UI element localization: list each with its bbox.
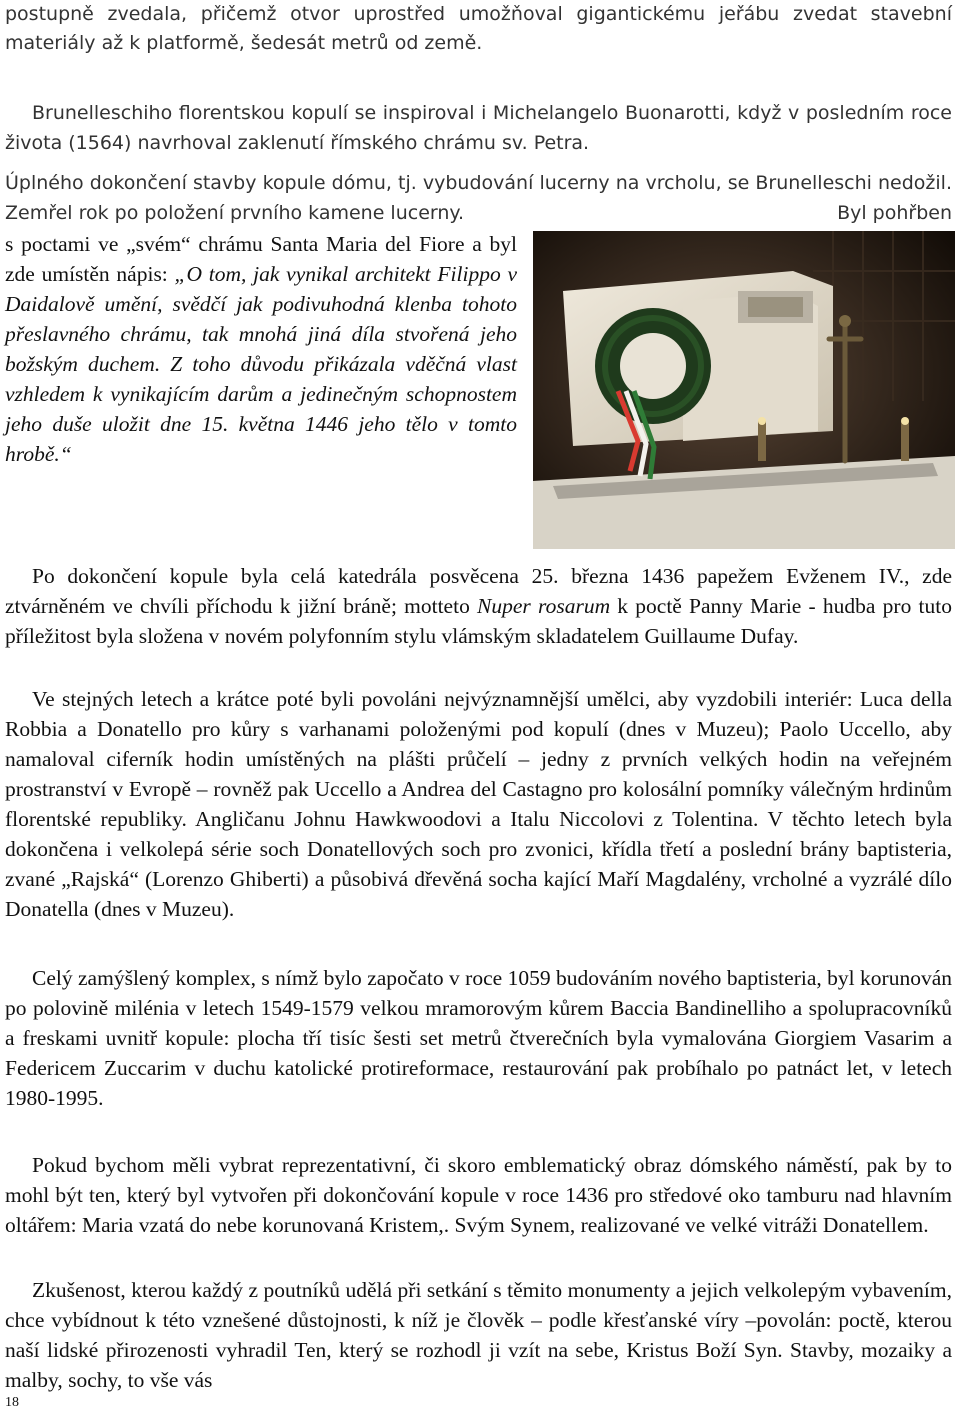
burial-lead: Byl pohřben	[837, 202, 952, 224]
consecration-text-b: k poctě Panny Marie - hudba pro tuto příležitost byla složena v novém polyfonním stylu vlámským skladatelem Guillaume Dufay.	[5, 594, 953, 648]
intro-paragraph: postupně zvedala, přičemž otvor uprostřed umožňoval gigantickému jeřábu zvedat stavební materiály až k platformě, šedesát metrů od země.	[5, 3, 952, 54]
burial-normal-text: s poctami ve „svém“ chrámu Santa Maria del Fiore a byl zde umístěn nápis:	[5, 232, 517, 286]
motet-title: Nuper rosarum	[477, 594, 611, 618]
consecration-text-a: Po dokončení kopule byla celá katedrála posvěcena 25. března 1436 papežem Evženem IV., zde ztvárněném ve chvíli příchodu k jižní bráně; motteto	[5, 564, 952, 618]
complex-paragraph: Celý zamýšlený komplex, s nímž bylo započato v roce 1059 budováním nového baptisteria, byl korunován po polovině milénia v letech 1549-1579 velkou mramorovým kůrem Baccia Bandinelliho a spolupracovníků a freskami uvnitř kopule: plocha tří tisíc šesti set metrů čtverečních byla vymalována Giorgiem Vasarim a Federicem Zuccarim v duchu katolické protireformace, restaurování pak probíhalo po patnáct let, v letech 1980-1995.	[5, 966, 952, 1110]
page-number: 18	[5, 1395, 19, 1410]
completion-paragraph: Úplného dokončení stavby kopule dómu, tj. vybudování lucerny na vrcholu, se Brunelleschi nedožil. Zemřel rok po položení prvního kamene lucerny.	[5, 172, 952, 224]
burial-paragraph	[5, 227, 517, 469]
emblematic-paragraph: Pokud bychom měli vybrat reprezentativní, či skoro emblematický obraz dómského náměstí, pak by to mohl být ten, který byl vytvořen při dokončování kopule v roce 1436 pro středové oko tamburu nad hlavním oltářem: Maria vzatá do nebe korunovaná Kristem,. Svým Synem, realizované ve velké vitráži Donatellem.	[5, 1153, 952, 1237]
consecration-paragraph	[5, 561, 952, 651]
burial-inscription: „O tom, jak vynikal architekt Filippo v Daidalově umění, svědčí jak podivuhodná klenba tohoto přeslavného chrámu, tak mnohá jiná díla stvořená jeho božským duchem. Z toho důvodu přikázala vděčná vlast vzhledem k vynikajícím darům a jedinečným schopnostem jeho duše uložit dne 15. května 1446 jeho tělo v tomto hrobě.“	[5, 262, 517, 466]
brunelleschi-paragraph: Brunelleschiho florentskou kopulí se inspiroval i Michelangelo Buonarotti, když v posledním roce života (1564) navrhoval zaklenutí římského chrámu sv. Petra.	[5, 102, 952, 154]
artists-paragraph: Ve stejných letech a krátce poté byli povoláni nejvýznamnější umělci, aby vyzdobili interiér: Luca della Robbia a Donatello pro kůry s varhanami položenými pod kopulí (dnes v Muzeu); Paolo Uccello, aby namaloval ciferník hodin umístěných na plášti průčelí – jedny z prvních velkých hodin na veřejném prostranství v Evropě – rovněž pak Uccello a Andrea del Castagno pro kolosální pomníky válečným hrdinům florentské republiky. Angličanu Johnu Hawkwoodovi a Italu Niccolovi z Tolentina. V těchto letech byla dokončena i velkolepá série soch Donatellových soch pro zvonici, křídla třetí a poslední brány baptisteria, zvané „Rajská“ (Lorenzo Ghiberti) a působivá dřevěná socha kající Maří Magdalény, vrcholné a vyzrálé dílo Donatella (dnes v Muzeu).	[5, 687, 952, 921]
burial-section	[5, 227, 952, 469]
pilgrims-paragraph: Zkušenost, kterou každý z poutníků udělá při setkání s těmito monumenty a jejich velkolepým vybavením, chce vybídnout k této vznešené důstojnosti, k níž je člověk – podle křesťanské víry –povolán: poctě, kterou naší lidské přirozenosti vyhradil Ten, který se rozhodl ji vzít na sebe, Kristus Boží Syn. Stavby, mozaiky a malby, sochy, to vše vás	[5, 1278, 952, 1392]
